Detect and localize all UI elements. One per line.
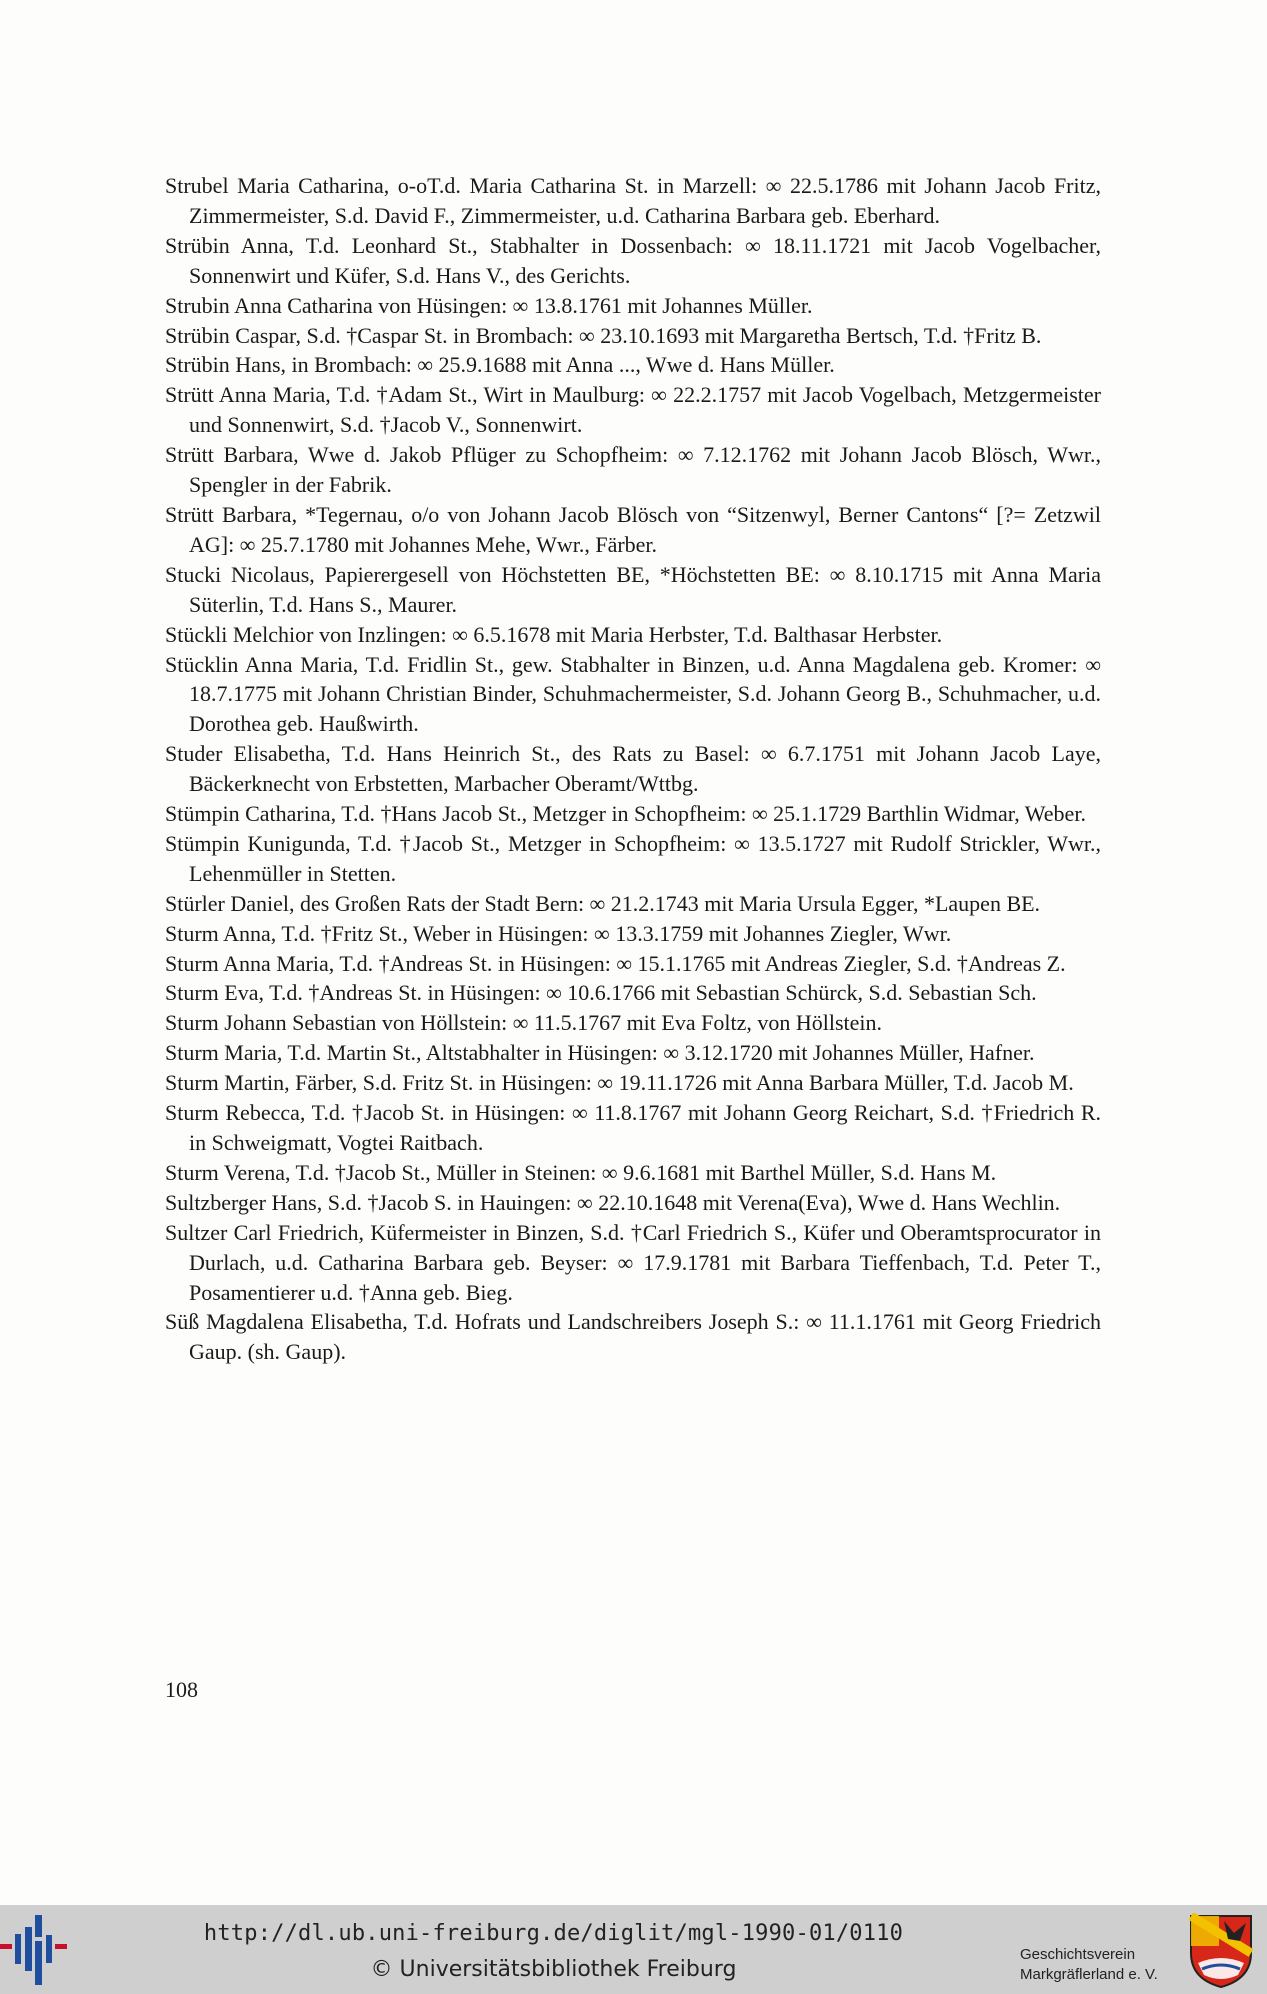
register-entries xyxy=(165,171,1101,1367)
society-name xyxy=(1020,1945,1180,1985)
register-entry: Studer Elisabetha, T.d. Hans Heinrich St., des Rats zu Basel: ∞ 6.7.1751 mit Johann Jacob Laye, Bäckerknecht von Erbstetten, Marbacher Oberamt/Wttbg. xyxy=(165,741,1101,797)
register-entry: Sultzer Carl Friedrich, Küfermeister in Binzen, S.d. †Carl Friedrich S., Küfer und Oberamtsprocurator in Durlach, u.d. Catharina Barbara geb. Beyser: ∞ 17.9.1781 mit Barbara Tieffenbach, T.d. Peter T., Posamentierer u.d. †Anna geb. Bieg. xyxy=(165,1219,1101,1305)
register-entry: Strübin Anna, T.d. Leonhard St., Stabhalter in Dossenbach: ∞ 18.11.1721 mit Jacob Vogelbacher, Sonnenwirt und Küfer, S.d. Hans V., des Gerichts. xyxy=(165,232,1101,288)
register-entry: Sturm Rebecca, T.d. †Jacob St. in Hüsingen: ∞ 11.8.1767 mit Johann Georg Reichart, S.d. †Friedrich R. in Schweigmatt, Vogtei Raitbach. xyxy=(165,1100,1101,1155)
coat-of-arms-icon xyxy=(1188,1913,1254,1989)
register-entry: Sturm Martin, Färber, S.d. Fritz St. in Hüsingen: ∞ 19.11.1726 mit Anna Barbara Müller, T.d. Jacob M. xyxy=(165,1070,1074,1096)
register-entry: Strütt Barbara, *Tegernau, o/o von Johann Jacob Blösch von “Sitzenwyl, Berner Cantons“ [?= Zetzwil AG]: ∞ 25.7.1780 mit Johannes Mehe, Wwr., Färber. xyxy=(165,501,1101,557)
register-entry: Strübin Hans, in Brombach: ∞ 25.9.1688 mit Anna ..., Wwe d. Hans Müller. xyxy=(165,352,835,378)
footer-url-link[interactable]: http://dl.ub.uni-freiburg.de/diglit/mgl-1990-01/0110 xyxy=(203,1921,904,1946)
register-entry: Strubin Anna Catharina von Hüsingen: ∞ 13.8.1761 mit Johannes Müller. xyxy=(165,292,813,318)
register-entry: Stümpin Catharina, T.d. †Hans Jacob St., Metzger in Schopfheim: ∞ 25.1.1729 Barthlin Widmar, Weber. xyxy=(165,801,1086,827)
register-entry: Süß Magdalena Elisabetha, T.d. Hofrats und Landschreibers Joseph S.: ∞ 11.1.1761 mit Georg Friedrich Gaup. (sh. Gaup). xyxy=(165,1309,1101,1365)
society-name-line1: Geschichtsverein xyxy=(1020,1946,1136,1963)
register-entry: Strütt Barbara, Wwe d. Jakob Pflüger zu Schopfheim: ∞ 7.12.1762 mit Johann Jacob Blösch, Wwr., Spengler in der Fabrik. xyxy=(165,442,1101,498)
register-entry: Stümpin Kunigunda, T.d. †Jacob St., Metzger in Schopfheim: ∞ 13.5.1727 mit Rudolf Strickler, Wwr., Lehenmüller in Stetten. xyxy=(165,830,1101,886)
register-entry: Strübin Caspar, S.d. †Caspar St. in Brombach: ∞ 23.10.1693 mit Margaretha Bertsch, T.d. †Fritz B. xyxy=(165,322,1042,348)
register-entry: Sturm Maria, T.d. Martin St., Altstabhalter in Hüsingen: ∞ 3.12.1720 mit Johannes Müller, Hafner. xyxy=(165,1040,1035,1066)
footer-copyright: © Universitätsbibliothek Freiburg xyxy=(370,1957,737,1982)
page-number: 108 xyxy=(165,1677,198,1702)
register-entry: Sturm Verena, T.d. †Jacob St., Müller in Steinen: ∞ 9.6.1681 mit Barthel Müller, S.d. Hans M. xyxy=(165,1159,997,1185)
register-entry: Sturm Johann Sebastian von Höllstein: ∞ 11.5.1767 mit Eva Foltz, von Höllstein. xyxy=(165,1010,882,1036)
register-entry: Sultzberger Hans, S.d. †Jacob S. in Hauingen: ∞ 22.10.1648 mit Verena(Eva), Wwe d. Hans Wechlin. xyxy=(165,1189,1061,1215)
ub-freiburg-logo-icon xyxy=(0,1905,80,1994)
register-entry: Sturm Anna, T.d. †Fritz St., Weber in Hüsingen: ∞ 13.3.1759 mit Johannes Ziegler, Wwr. xyxy=(165,920,952,946)
register-entry: Stücklin Anna Maria, T.d. Fridlin St., gew. Stabhalter in Binzen, u.d. Anna Magdalena geb. Kromer: ∞ 18.7.1775 mit Johann Christian Binder, Schuhmachermeister, S.d. Johann Georg B., Schuhmacher, u.d. Dorothea geb. Haußwirth. xyxy=(165,651,1101,737)
register-entry: Sturm Eva, T.d. †Andreas St. in Hüsingen: ∞ 10.6.1766 mit Sebastian Schürck, S.d. Sebastian Sch. xyxy=(165,980,1037,1006)
footer-bar xyxy=(0,1905,1267,1994)
register-entry: Sturm Anna Maria, T.d. †Andreas St. in Hüsingen: ∞ 15.1.1765 mit Andreas Ziegler, S.d. †Andreas Z. xyxy=(165,950,1066,976)
register-entry: Stucki Nicolaus, Papierergesell von Höchstetten BE, *Höchstetten BE: ∞ 8.10.1715 mit Anna Maria Süterlin, T.d. Hans S., Maurer. xyxy=(165,561,1101,617)
register-entry: Stürler Daniel, des Großen Rats der Stadt Bern: ∞ 21.2.1743 mit Maria Ursula Egger, *Laupen BE. xyxy=(165,890,1041,916)
register-entry: Strubel Maria Catharina, o-oT.d. Maria Catharina St. in Marzell: ∞ 22.5.1786 mit Johann Jacob Fritz, Zimmermeister, S.d. David F., Zimmermeister, u.d. Catharina Barbara geb. Eberhard. xyxy=(165,173,1101,228)
register-entry: Strütt Anna Maria, T.d. †Adam St., Wirt in Maulburg: ∞ 22.2.1757 mit Jacob Vogelbach, Metzgermeister und Sonnenwirt, S.d. †Jacob V., Sonnenwirt. xyxy=(165,382,1101,438)
register-entry: Stückli Melchior von Inzlingen: ∞ 6.5.1678 mit Maria Herbster, T.d. Balthasar Herbster. xyxy=(165,621,943,647)
society-name-line2: Markgräflerland e. V. xyxy=(1020,1966,1158,1983)
